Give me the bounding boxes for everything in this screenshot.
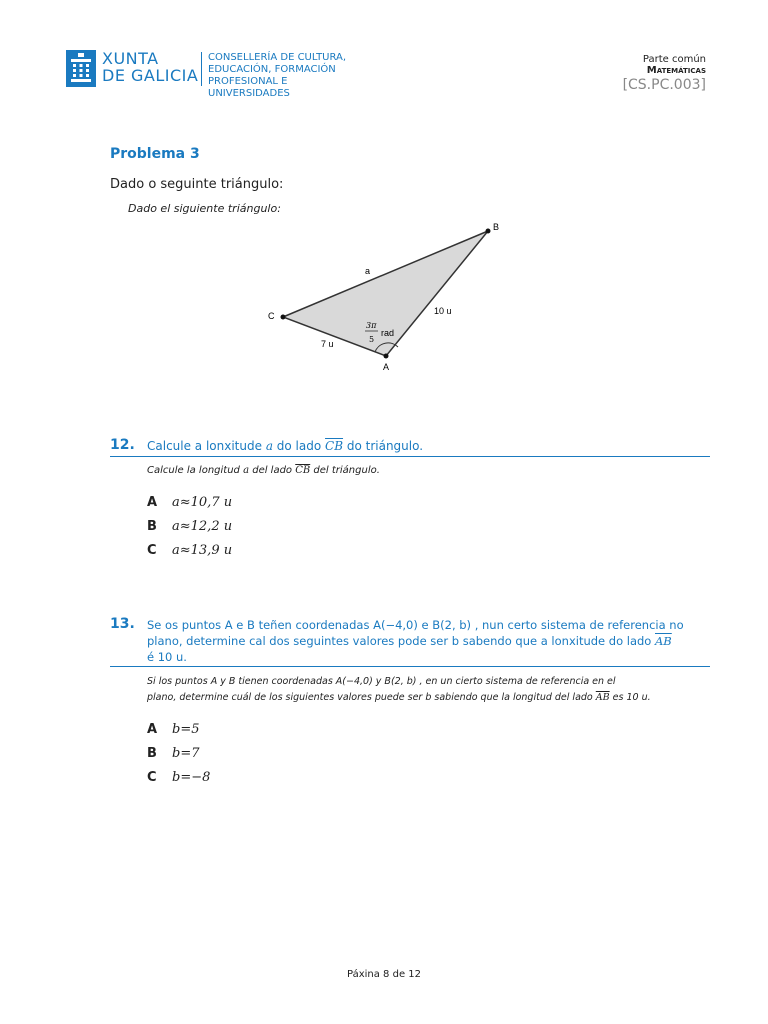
q12-option-b-value[interactable]: a≈12,2 u: [172, 519, 233, 534]
problem-statement-es: Dado el siguiente triángulo:: [128, 202, 281, 215]
vertex-a-label: A: [383, 362, 390, 372]
q13-es-line-2: plano, determine cuál de los siguientes valores puede ser b sabiendo que la longitud del lado $\overline{AB}$ es 10 u.: [147, 692, 651, 703]
q12-option-c-letter[interactable]: C: [147, 543, 157, 558]
q12-option-c-value[interactable]: a≈13,9 u: [172, 543, 233, 558]
q13-gl-line-2: plano, determine cal dos seguintes valores pode ser b sabendo que a lonxitude do lado $\overline{AB}$: [147, 634, 672, 648]
question-13-text-gl: [147, 617, 709, 665]
q12-option-a-value[interactable]: a≈10,7 u: [172, 495, 233, 510]
angle-unit: rad: [381, 328, 395, 338]
q13-option-a-letter[interactable]: A: [147, 722, 158, 737]
logo-line-2: DE GALICIA: [102, 66, 199, 85]
question-13-number: 13.: [110, 616, 135, 632]
exam-code: [CS.PC.003]: [622, 77, 706, 93]
problem-title: Problema 3: [110, 146, 200, 162]
side-a-label: a: [365, 266, 371, 276]
vertex-b-label: B: [493, 222, 500, 232]
page-number: Páxina 8 de 12: [347, 969, 421, 980]
triangle-figure: [262, 217, 508, 377]
vertex-c-point: [281, 315, 286, 320]
vertex-a-point: [384, 354, 389, 359]
angle-denominator: 5: [369, 335, 375, 344]
q13-option-b-letter[interactable]: B: [147, 746, 157, 761]
question-13-text-es: [147, 674, 709, 706]
department-name: [208, 52, 370, 100]
exam-part: Parte común: [642, 54, 706, 65]
q12-option-b-letter[interactable]: B: [147, 519, 157, 534]
question-12-text-gl: Calcule a lonxitude a do lado $\overline{CB}$ do triángulo.: [147, 439, 424, 453]
xunta-emblem-icon: [66, 50, 96, 87]
side-ac-label: 7 u: [321, 339, 334, 349]
question-12-number: 12.: [110, 437, 135, 453]
question-12-text-es: Calcule la longitud a del lado $\overline{CB}$ del triángulo.: [147, 465, 380, 476]
logo-wordmark: [102, 50, 198, 84]
xunta-logo: [66, 49, 370, 99]
q12-option-a-letter[interactable]: A: [147, 495, 158, 510]
q13-option-c-value[interactable]: b=−8: [172, 770, 211, 785]
header-info: [623, 54, 706, 94]
problem-statement-gl: Dado o seguinte triángulo:: [110, 177, 284, 192]
question-12-rule: [110, 456, 710, 457]
q13-option-b-value[interactable]: b=7: [172, 746, 200, 761]
dept-line-3: PROFESIONAL E UNIVERSIDADES: [208, 76, 290, 99]
exam-subject: Matemáticas: [646, 65, 706, 76]
q13-option-a-value[interactable]: b=5: [172, 722, 200, 737]
vertex-c-label: C: [268, 311, 275, 321]
question-13-rule: [110, 666, 710, 667]
q13-gl-line-1: Se os puntos A e B teñen coordenadas A(−4,0) e B(2, b) , nun certo sistema de referencia no: [147, 618, 684, 632]
q13-option-c-letter[interactable]: C: [147, 770, 157, 785]
dept-line-2: EDUCACIÓN, FORMACIÓN: [208, 64, 336, 75]
dept-line-1: CONSELLERÍA DE CULTURA,: [208, 52, 347, 63]
side-ab-label: 10 u: [434, 306, 452, 316]
vertex-b-point: [486, 229, 491, 234]
angle-numerator: 3π: [366, 321, 377, 330]
q13-gl-line-3: é 10 u.: [147, 650, 187, 664]
q13-es-line-1: Si los puntos A y B tienen coordenadas A(−4,0) y B(2, b) , en un cierto sistema de referencia en el: [147, 676, 616, 687]
logo-line-1: XUNTA: [102, 49, 159, 68]
logo-divider: [201, 52, 202, 86]
